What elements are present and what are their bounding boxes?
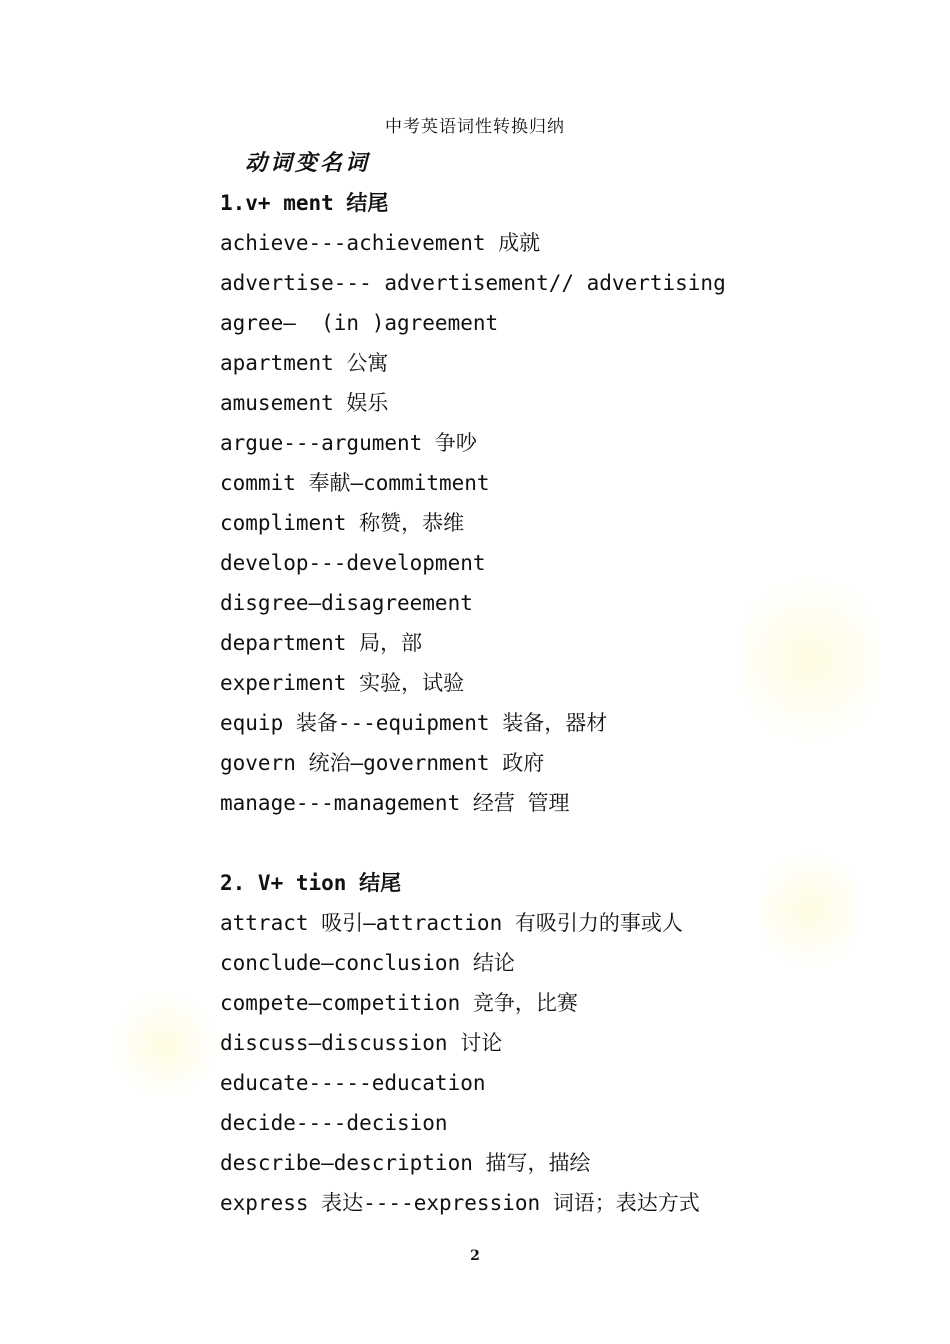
vocabulary-entry: express 表达----expression 词语；表达方式 [220, 1191, 700, 1215]
rule-heading: 1.v+ ment 结尾 [220, 191, 389, 215]
vocabulary-entry: agree— (in )agreement [220, 311, 499, 335]
vocabulary-entry: advertise--- advertisement// advertising [220, 271, 726, 295]
vocabulary-entry: educate-----education [220, 1071, 486, 1095]
vocabulary-entry: conclude—conclusion 结论 [220, 951, 515, 975]
vocabulary-entry: amusement 娱乐 [220, 391, 389, 415]
paper-stain [740, 560, 880, 760]
vocabulary-entry: decide----decision [220, 1111, 448, 1135]
vocabulary-entry: argue---argument 争吵 [220, 431, 477, 455]
vocabulary-entry: govern 统治—government 政府 [220, 751, 545, 775]
rule-heading: 2. V+ tion 结尾 [220, 871, 402, 895]
vocabulary-entry: manage---management 经营 管理 [220, 791, 570, 815]
document-title: 中考英语词性转换归纳 [385, 117, 565, 137]
vocabulary-entry: department 局，部 [220, 631, 423, 655]
vocabulary-entry: compete—competition 竞争，比赛 [220, 991, 578, 1015]
vocabulary-entry: experiment 实验，试验 [220, 671, 465, 695]
paper-stain [760, 840, 860, 980]
blank-line [220, 823, 726, 863]
vocabulary-entry: discuss—discussion 讨论 [220, 1031, 503, 1055]
vocabulary-entry: commit 奉献—commitment [220, 471, 490, 495]
vocabulary-entry: equip 装备---equipment 装备，器材 [220, 711, 608, 735]
vocabulary-entry: disgree—disagreement [220, 591, 473, 615]
paper-stain [110, 990, 220, 1100]
vocabulary-entry: achieve---achievement 成就 [220, 231, 541, 255]
section-heading: 动词变名词 [245, 150, 371, 176]
vocabulary-entry: apartment 公寓 [220, 351, 389, 375]
vocabulary-entry: compliment 称赞，恭维 [220, 511, 465, 535]
page-number: 2 [470, 1248, 480, 1264]
vocabulary-entry: describe—description 描写，描绘 [220, 1151, 591, 1175]
vocabulary-entry: develop---development [220, 551, 486, 575]
vocabulary-entry: attract 吸引—attraction 有吸引力的事或人 [220, 911, 683, 935]
vocabulary-list [220, 183, 726, 1223]
